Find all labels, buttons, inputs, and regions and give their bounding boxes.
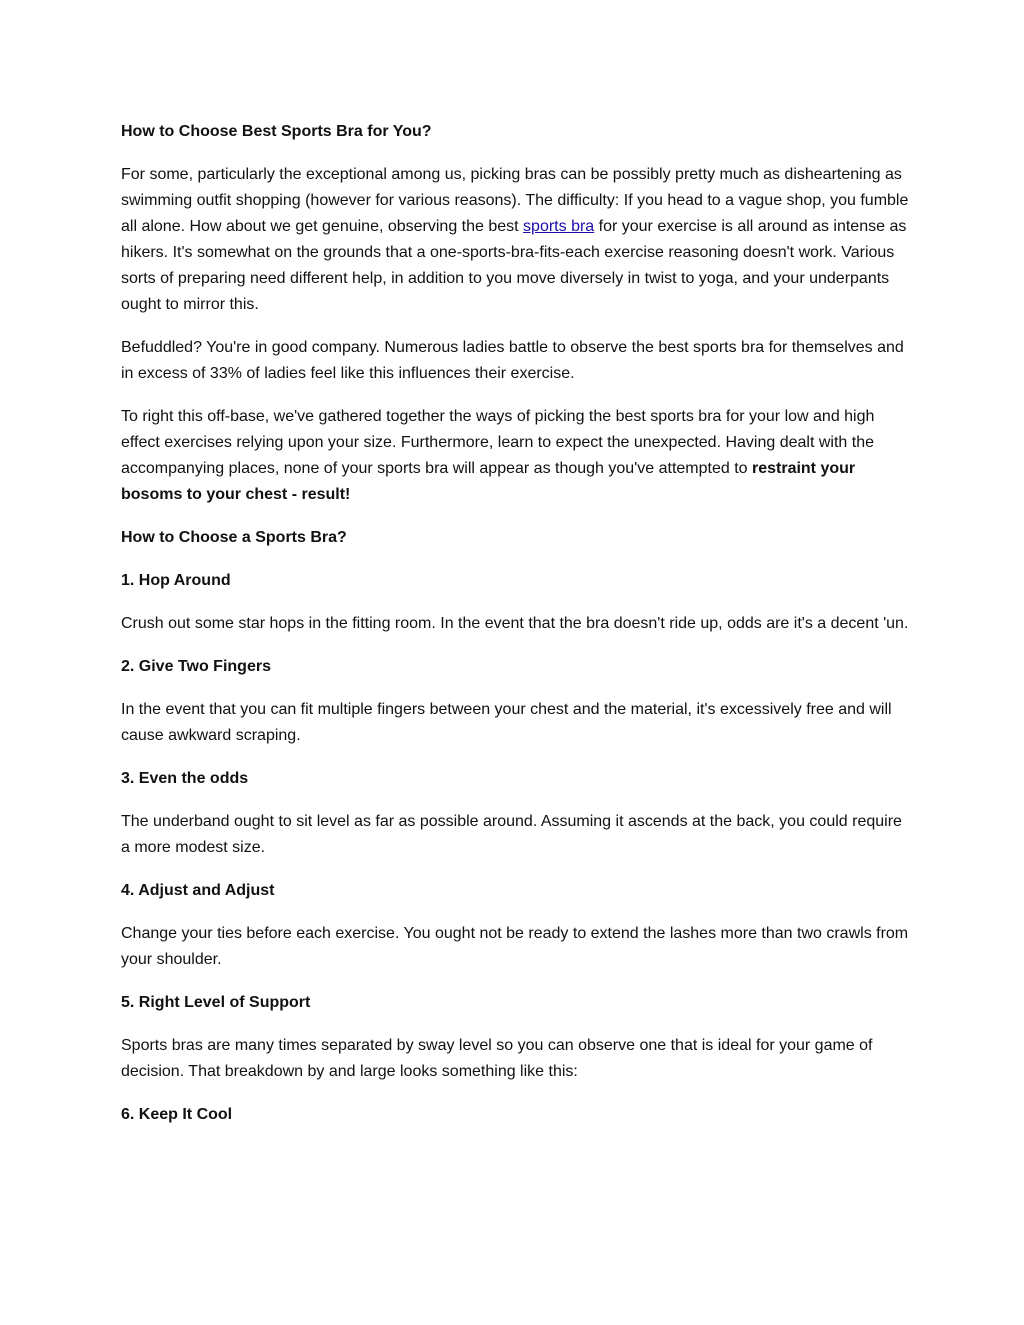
- step-heading: 5. Right Level of Support: [121, 994, 311, 1011]
- step-heading: 3. Even the odds: [121, 770, 249, 787]
- paragraph-right-this: [121, 404, 911, 508]
- paragraph-right-this-bold: restraint your bosoms to your chest - result!: [121, 460, 856, 503]
- step-body: Change your ties before each exercise. You ought not be ready to extend the lashes more than two crawls from your shoulder.: [121, 925, 909, 968]
- step-heading: 6. Keep It Cool: [121, 1106, 233, 1123]
- paragraph-right-this-text: To right this off-base, we've gathered together the ways of picking the best sports bra for your low and high effect exercises relying upon your size. Furthermore, learn to expect the unexpected. Having dealt with the accompanying places, none of your sports bra will appear as though you've attempted to: [121, 408, 875, 477]
- step-body: In the event that you can fit multiple fingers between your chest and the material, it's excessively free and will cause awkward scraping.: [121, 701, 892, 744]
- step-heading: 1. Hop Around: [121, 572, 231, 589]
- intro-paragraph: [121, 162, 911, 318]
- step-body: Crush out some star hops in the fitting room. In the event that the bra doesn't ride up, odds are it's a decent 'un.: [121, 615, 909, 632]
- document-title: How to Choose Best Sports Bra for You?: [121, 123, 432, 140]
- section-subheading: How to Choose a Sports Bra?: [121, 529, 347, 546]
- step-body: Sports bras are many times separated by sway level so you can observe one that is ideal for your game of decision. That breakdown by and large looks something like this:: [121, 1037, 873, 1080]
- paragraph-befuddled: Befuddled? You're in good company. Numerous ladies battle to observe the best sports bra for themselves and in excess of 33% of ladies feel like this influences their exercise.: [121, 339, 904, 382]
- document-page: [121, 119, 911, 1145]
- step-body: The underband ought to sit level as far as possible around. Assuming it ascends at the back, you could require a more modest size.: [121, 813, 902, 856]
- intro-text-after-link: for your exercise is all around as intense as hikers. It's somewhat on the grounds that a one-sports-bra-fits-each exercise reasoning doesn't work. Various sorts of preparing need different help, in addition to you move diversely in twist to yoga, and your underpants ought to mirror this.: [121, 218, 907, 313]
- intro-text-before-link: For some, particularly the exceptional among us, picking bras can be possibly pretty much as disheartening as swimming outfit shopping (however for various reasons). The difficulty: If you head to a vague shop, you fumble all alone. How about we get genuine, observing the best: [121, 166, 909, 235]
- step-heading: 2. Give Two Fingers: [121, 658, 271, 675]
- step-heading: 4. Adjust and Adjust: [121, 882, 275, 899]
- sports-bra-link[interactable]: sports bra: [523, 218, 595, 235]
